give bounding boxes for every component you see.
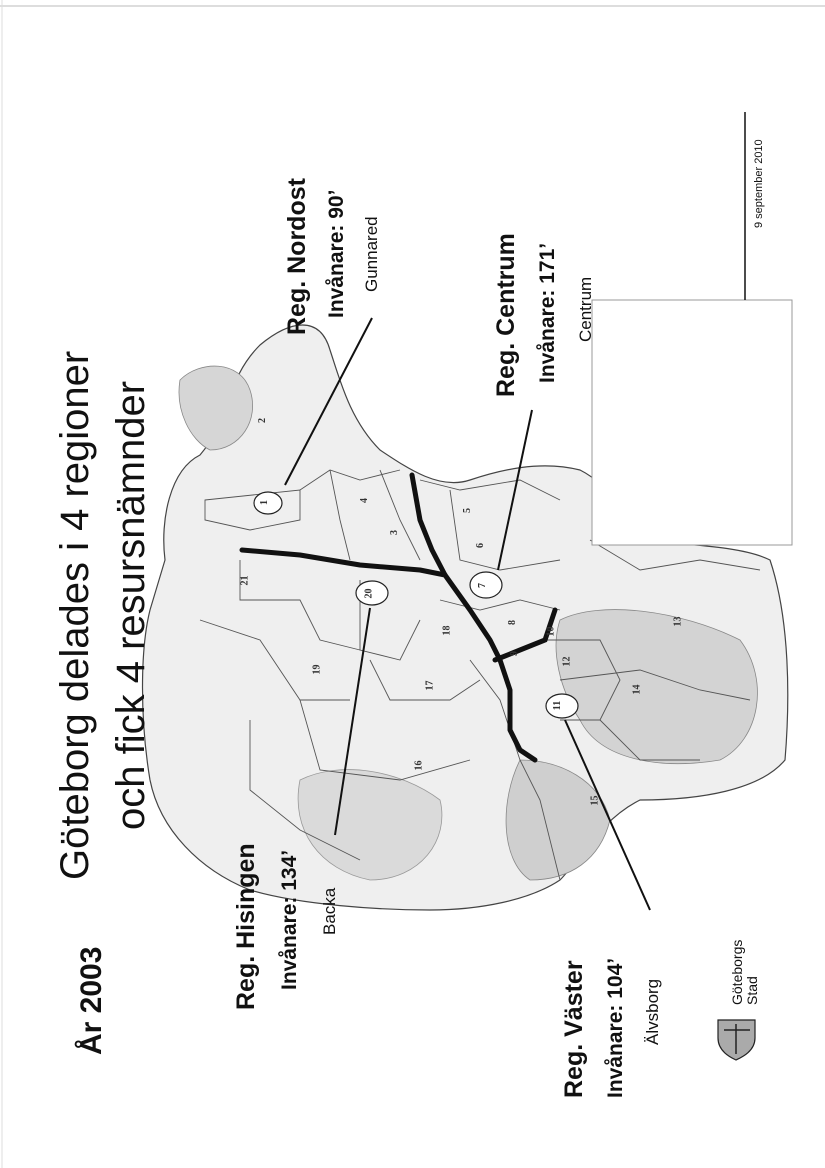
region-nordost-population: Invånare: 90’ — [325, 189, 348, 318]
region-centrum-district: Centrum — [576, 276, 595, 342]
region-vaster-population: Invånare: 104’ — [604, 957, 627, 1098]
district-number-12: 12 — [561, 656, 573, 667]
district-number-8: 8 — [507, 620, 518, 625]
district-number-21: 21 — [239, 575, 251, 586]
district-number-13: 13 — [672, 616, 684, 627]
district-number-3: 3 — [389, 530, 400, 535]
year-label: År 2003 — [75, 946, 108, 1055]
district-number-4: 4 — [359, 498, 370, 503]
region-nordost-name: Reg. Nordost — [283, 178, 311, 335]
region-centrum-population: Invånare: 171’ — [536, 242, 559, 383]
district-number-7: 7 — [477, 583, 488, 588]
region-hisingen-population: Invånare: 134’ — [278, 849, 301, 990]
district-number-2: 2 — [257, 418, 268, 423]
slide-title-line2: och fick 4 resursnämnder — [109, 380, 153, 830]
blank-overlay-box — [592, 300, 792, 545]
city-crest-icon — [718, 1020, 755, 1060]
slide-date: 9 september 2010 — [753, 139, 765, 228]
district-number-20: 20 — [363, 588, 375, 599]
district-number-9: 9 — [509, 651, 520, 656]
region-centrum-name: Reg. Centrum — [492, 233, 520, 397]
region-nordost-district: Gunnared — [362, 216, 381, 292]
district-number-17: 17 — [424, 680, 436, 691]
district-number-18: 18 — [441, 625, 453, 636]
region-hisingen-district: Backa — [320, 887, 339, 935]
district-number-14: 14 — [631, 684, 643, 695]
district-number-19: 19 — [311, 664, 323, 675]
region-vaster-district: Älvsborg — [643, 978, 662, 1045]
slide-title-line1: Göteborg delades i 4 regioner — [53, 350, 97, 880]
district-number-15: 15 — [589, 795, 601, 806]
district-number-1: 1 — [259, 500, 270, 505]
district-number-6: 6 — [475, 543, 486, 548]
region-hisingen-name: Reg. Hisingen — [232, 843, 260, 1010]
district-number-10: 10 — [545, 626, 557, 637]
district-number-5: 5 — [462, 508, 473, 513]
district-number-16: 16 — [413, 760, 425, 771]
district-number-11: 11 — [552, 700, 564, 711]
region-vaster-name: Reg. Väster — [560, 960, 588, 1098]
city-logo-text: Göteborgs Stad — [729, 939, 760, 1005]
